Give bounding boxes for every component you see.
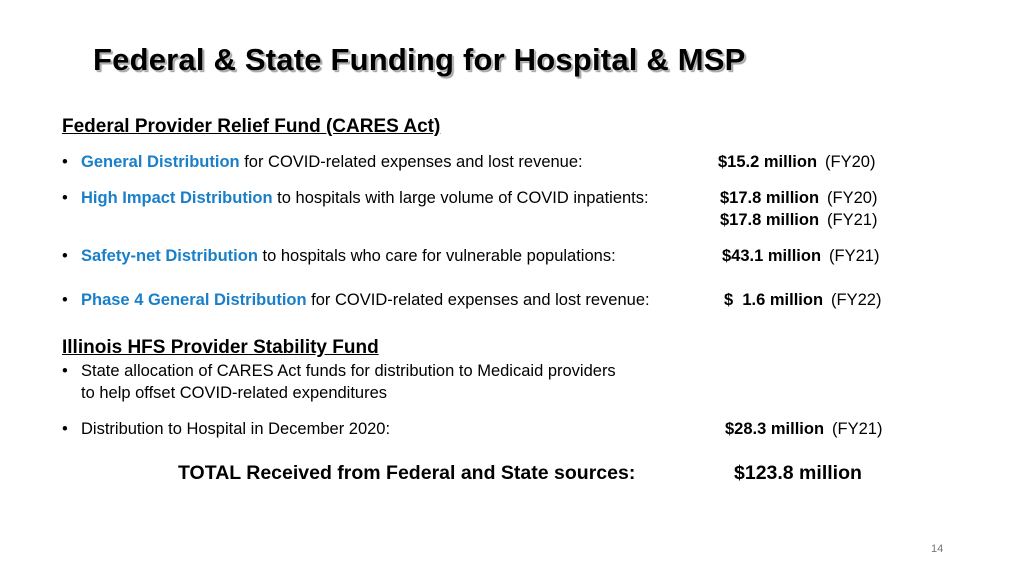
fiscal-year: (FY21) <box>832 420 883 438</box>
amount-value: $43.1 million <box>722 247 822 265</box>
state-text: State allocation of CARES Act funds for distribution to Medicaid providers <box>81 362 616 380</box>
state-distribution <box>62 420 390 439</box>
federal-item-phase4 <box>62 291 650 310</box>
amount-safety-net <box>722 247 879 266</box>
fiscal-year: (FY21) <box>829 247 880 265</box>
item-text: for COVID-related expenses and lost revenue: <box>306 291 650 309</box>
federal-item-safety-net <box>62 247 616 266</box>
bullet: • <box>62 153 68 171</box>
fiscal-year: (FY20) <box>825 153 876 171</box>
amount-value: $17.8 million <box>720 211 820 229</box>
state-heading: Illinois HFS Provider Stability Fund <box>62 337 379 358</box>
federal-item-high-impact <box>62 189 649 208</box>
fiscal-year: (FY22) <box>831 291 882 309</box>
fiscal-year: (FY21) <box>827 211 878 229</box>
amount-state-distribution <box>725 420 882 439</box>
federal-item-general <box>62 153 583 172</box>
bullet: • <box>62 420 68 438</box>
fiscal-year: (FY20) <box>827 189 878 207</box>
total-label: TOTAL Received from Federal and State sources: <box>178 462 636 484</box>
distribution-text: Distribution to Hospital in December 2020: <box>81 420 391 438</box>
item-highlight: Safety-net Distribution <box>81 247 258 265</box>
amount-value: $28.3 million <box>725 420 825 438</box>
page-number: 14 <box>931 543 944 555</box>
amount-phase4 <box>724 291 881 310</box>
amount-value: $15.2 million <box>718 153 818 171</box>
item-text: to hospitals who care for vulnerable populations: <box>257 247 616 265</box>
item-text: for COVID-related expenses and lost revenue: <box>239 153 583 171</box>
item-text: to hospitals with large volume of COVID inpatients: <box>272 189 649 207</box>
page-title: Federal & State Funding for Hospital & MSP <box>93 42 746 77</box>
federal-heading: Federal Provider Relief Fund (CARES Act) <box>62 116 441 137</box>
bullet: • <box>62 291 68 309</box>
amount-high-impact-fy21 <box>720 211 877 230</box>
item-highlight: Phase 4 General Distribution <box>81 291 307 309</box>
amount-general <box>718 153 875 172</box>
item-highlight: General Distribution <box>81 153 240 171</box>
state-line-2 <box>62 384 387 403</box>
item-highlight: High Impact Distribution <box>81 189 273 207</box>
bullet: • <box>62 247 68 265</box>
state-text: to help offset COVID-related expenditures <box>81 384 388 402</box>
state-line-1 <box>62 362 616 381</box>
amount-high-impact-fy20 <box>720 189 877 208</box>
amount-value: $ 1.6 million <box>724 291 824 309</box>
total-amount: $123.8 million <box>734 462 862 484</box>
bullet: • <box>62 362 68 380</box>
bullet: • <box>62 189 68 207</box>
amount-value: $17.8 million <box>720 189 820 207</box>
